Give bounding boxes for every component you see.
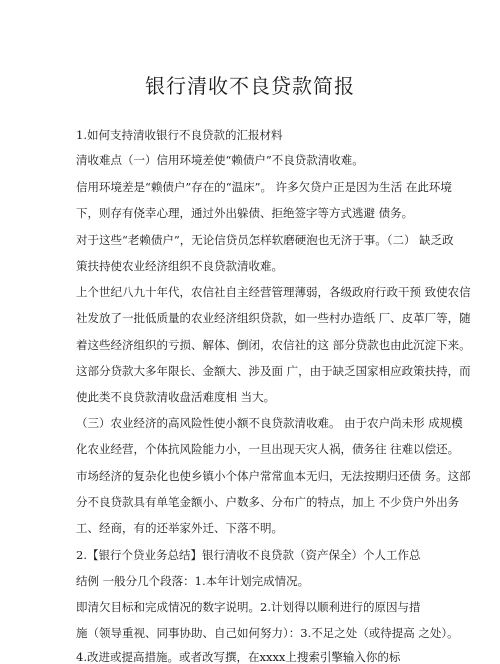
paragraph-line: 结例 一般分几个段落：1.本年计划完成情况。 <box>76 574 310 588</box>
paragraph-line: 4.改进或提高措施。或者改写撰，在xxxx上搜索引擎输入你的标 <box>76 650 401 664</box>
paragraph-line: 社发放了一批低质量的农业经济组织贷款，如一些村办造纸 厂、皮革厂等，随 <box>76 311 471 325</box>
paragraph-line: 1.如何支持清收银行不良贷款的汇报材料 <box>76 128 283 142</box>
paragraph-line: 化农业经营，个体抗风险能力小，一旦出现天灾人祸，债务往 往难以偿还。 <box>76 442 460 456</box>
paragraph-line: 下，则存有侥幸心理，通过外出躲债、拒绝签字等方式逃避 债务。 <box>76 206 414 220</box>
paragraph-line: （三）农业经济的高风险性使小额不良贷款清收难。 由于农户尚未形 成规模 <box>76 416 463 430</box>
paragraph-line: 这部分贷款大多年限长、金额大、涉及面 广，由于缺乏国家相应政策扶持，而 <box>76 364 471 378</box>
paragraph-line: 市场经济的复杂化也使乡镇小个体户常常血本无归，无法按期归还债 务。这部 <box>76 469 471 483</box>
paragraph-line: 使此类不良贷款清收盘活难度相 当大。 <box>76 390 276 404</box>
paragraph-line: 信用环境差是“赖债户”存在的“温床”。 许多欠贷户正是因为生活 在此环境 <box>76 180 452 194</box>
paragraph-line: 对于这些“老赖债户”，无论信贷员怎样软磨硬泡也无济于事。（二） 缺乏政 <box>76 233 454 247</box>
paragraph-line: 策扶持使农业经济组织不良贷款清收难。 <box>76 259 283 273</box>
paragraph-line: 着这些经济组织的亏损、解体、倒闭，农信社的这 部分贷款也由此沉淀下来。 <box>76 338 471 352</box>
paragraph-line: 分不良贷款具有单笔金额小、户数多、分布广的特点，加上 不少贷户外出务 <box>76 495 460 509</box>
page-title: 银行清收不良贷款简报 <box>145 74 355 98</box>
paragraph-line: 清收难点（一）信用环境差使“赖债户”不良贷款清收难。 <box>76 153 364 167</box>
paragraph-line: 2.【银行个贷业务总结】银行清收不良贷款（资产保全）个人工作总 <box>76 548 421 562</box>
paragraph-line: 上个世纪八九十年代，农信社自主经营管理薄弱，各级政府行政干预 致使农信 <box>76 285 471 299</box>
paragraph-line: 即清欠目标和完成情况的数字说明。2.计划得以顺利进行的原因与措 <box>76 600 421 614</box>
paragraph-line: 工、经商，有的还举家外迁、下落不明。 <box>76 521 283 535</box>
paragraph-line: 施（领导重视、同事协助、自己如何努力）：3.不足之处（或待提高 之处）。 <box>76 626 459 640</box>
